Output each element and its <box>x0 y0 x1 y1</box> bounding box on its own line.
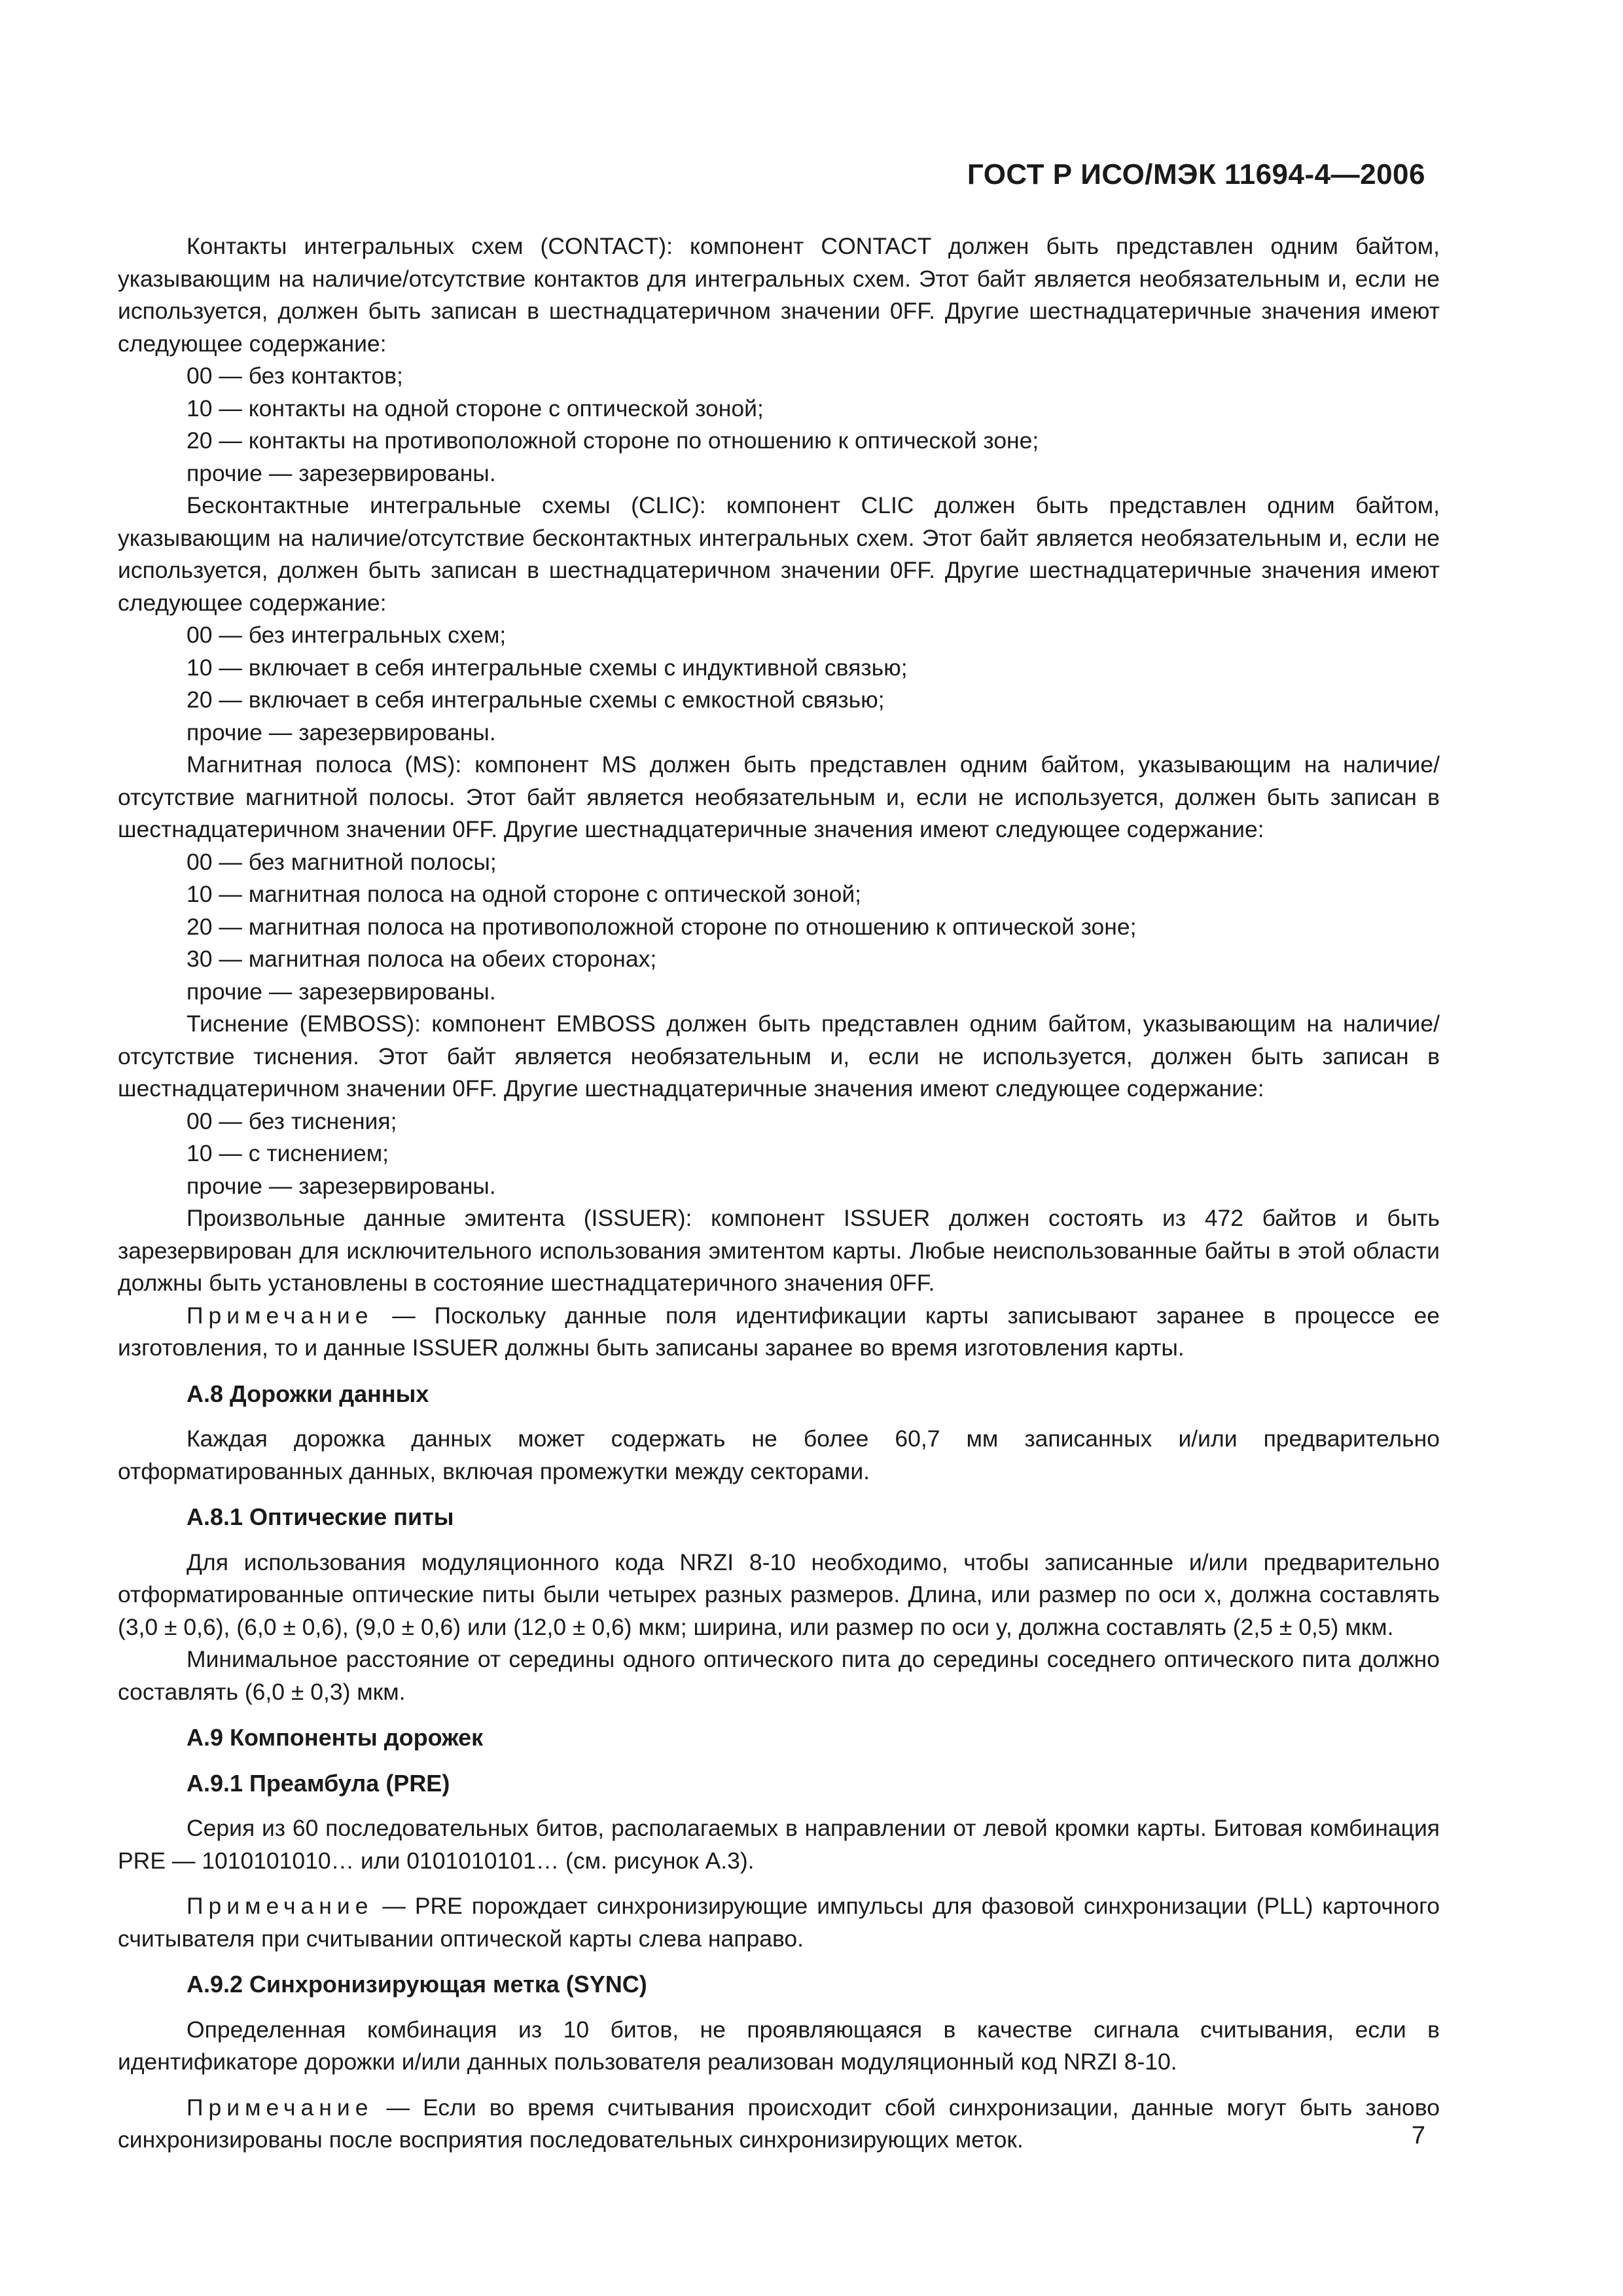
list-item: 10 — магнитная полоса на одной стороне с оптической зоной; <box>187 881 862 907</box>
paragraph: Контакты интегральных схем (CONTACT): компонент CONTACT должен быть представлен одним байтом, указывающим на наличие/отсутствие контактов для интегральных схем. Этот байт является необязательным и, если не используется, должен быть записан в шестнадцатеричном значении 0FF. Другие шестнадцатеричные значения имеют следующее содержание: <box>118 233 1440 357</box>
section-heading: А.9.2 Синхронизирующая метка (SYNC) <box>187 1971 647 1998</box>
list-item: 20 — контакты на противоположной стороне по отношению к оптической зоне; <box>187 427 1039 454</box>
list-item: 10 — контакты на одной стороне с оптической зоной; <box>187 395 764 422</box>
document-code: ГОСТ Р ИСО/МЭК 11694-4—2006 <box>967 158 1425 190</box>
list-item: прочие — зарезервированы. <box>187 1172 496 1199</box>
list-item: прочие — зарезервированы. <box>187 459 496 486</box>
note-text: — Поскольку данные поля идентификации карты записывают заранее в процессе ее изготовления, то и данные ISSUER должны быть записаны заранее во время изготовления карты. <box>118 1302 1440 1361</box>
list-item: 20 — магнитная полоса на противоположной стороне по отношению к оптической зоне; <box>187 913 1137 940</box>
paragraph: Тиснение (EMBOSS): компонент EMBOSS должен быть представлен одним байтом, указывающим на наличие/отсутствие тиснения. Этот байт является необязательным и, если не используется, должен быть записан в шестнадцатеричном значении 0FF. Другие шестнадцатеричные значения имеют следующее содержание: <box>118 1011 1440 1102</box>
list-item: 30 — магнитная полоса на обеих сторонах; <box>187 946 657 972</box>
list-item: 00 — без контактов; <box>187 363 403 389</box>
note-label: Примечание <box>187 1302 374 1329</box>
paragraph: Серия из 60 последовательных битов, располагаемых в направлении от левой кромки карты. Битовая комбинация PRE — 1010101010… или 0101010101… (см. рисунок А.3). <box>118 1815 1440 1874</box>
list-item: 00 — без магнитной полосы; <box>187 848 497 875</box>
paragraph: Магнитная полоса (MS): компонент MS должен быть представлен одним байтом, указывающим на наличие/отсутствие магнитной полосы. Этот байт является необязательным и, если не используется, должен быть записан в шестнадцатеричном значении 0FF. Другие шестнадцатеричные значения имеют следующее содержание: <box>118 751 1440 842</box>
paragraph: Минимальное расстояние от середины одного оптического пита до середины соседнего оптического пита должно составлять (6,0 ± 0,3) мкм. <box>118 1646 1440 1705</box>
section-heading: А.9 Компоненты дорожек <box>187 1724 484 1751</box>
document-body <box>118 230 1440 2157</box>
paragraph: Каждая дорожка данных может содержать не более 60,7 мм записанных и/или предварительно отформатированных данных, включая промежутки между секторами. <box>118 1426 1440 1484</box>
note-paragraph <box>118 1300 1440 1365</box>
paragraph: Бесконтактные интегральные схемы (CLIC): компонент CLIC должен быть представлен одним байтом, указывающим на наличие/отсутствие бесконтактных интегральных схем. Этот байт является необязательным и, если не используется, должен быть записан в шестнадцатеричном значении 0FF. Другие шестнадцатеричные значения имеют следующее содержание: <box>118 492 1440 616</box>
section-heading: А.8.1 Оптические питы <box>187 1503 454 1530</box>
list-item: 10 — с тиснением; <box>187 1140 389 1166</box>
list-item: 20 — включает в себя интегральные схемы с емкостной связью; <box>187 687 885 713</box>
section-heading: А.9.1 Преамбула (PRE) <box>187 1769 450 1797</box>
note-paragraph <box>118 2092 1440 2157</box>
paragraph: Для использования модуляционного кода NRZI 8-10 необходимо, чтобы записанные и/или предварительно отформатированные оптические питы были четырех разных размеров. Длина, или размер по оси x, должна составлять (3,0 ± 0,6), (6,0 ± 0,6), (9,0 ± 0,6) или (12,0 ± 0,6) мкм; ширина, или размер по оси y, должна составлять (2,5 ± 0,5) мкм. <box>118 1549 1440 1640</box>
note-label: Примечание <box>187 1893 374 1919</box>
page-number: 7 <box>1411 2122 1425 2149</box>
note-label: Примечание <box>187 2094 374 2121</box>
list-item: 10 — включает в себя интегральные схемы с индуктивной связью; <box>187 654 908 681</box>
section-heading: А.8 Дорожки данных <box>187 1380 429 1407</box>
note-text: — PRE порождает синхронизирующие импульсы для фазовой синхронизации (PLL) карточного считывателя при считывании оптической карты слева направо. <box>118 1893 1440 1952</box>
list-item: прочие — зарезервированы. <box>187 978 496 1005</box>
paragraph: Произвольные данные эмитента (ISSUER): компонент ISSUER должен состоять из 472 байтов и быть зарезервирован для исключительного использования эмитентом карты. Любые неиспользованные байты в этой области должны быть установлены в состояние шестнадцатеричного значения 0FF. <box>118 1205 1440 1296</box>
note-text: — Если во время считывания происходит сбой синхронизации, данные могут быть заново синхронизированы после восприятия последовательных синхронизирующих меток. <box>118 2094 1440 2153</box>
paragraph: Определенная комбинация из 10 битов, не проявляющаяся в качестве сигнала считывания, если в идентификаторе дорожки и/или данных пользователя реализован модуляционный код NRZI 8-10. <box>118 2016 1440 2075</box>
list-item: 00 — без тиснения; <box>187 1107 397 1134</box>
note-paragraph <box>118 1890 1440 1955</box>
list-item: прочие — зарезервированы. <box>187 719 496 745</box>
list-item: 00 — без интегральных схем; <box>187 622 507 648</box>
